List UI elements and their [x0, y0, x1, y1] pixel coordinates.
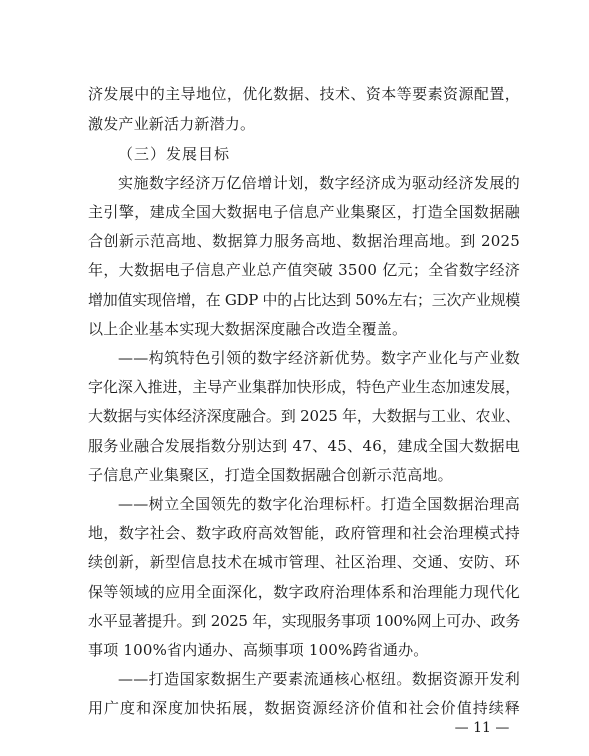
text-line: 实施数字经济万亿倍增计划，数字经济成为驱动经济发展的 [118, 174, 520, 192]
text-line: 年，大数据电子信息产业总产值突破 3500 亿元；全省数字经济 [88, 261, 520, 279]
section-heading: （三）发展目标 [118, 145, 231, 163]
text-line: 地，数字社会、数字政府高效智能，政府管理和社会治理模式持 [88, 524, 520, 542]
text-line: 保等领域的应用全面深化，数字政府治理体系和治理能力现代化 [88, 583, 520, 601]
text-line: 子信息产业集聚区，打造全国数据融合创新示范高地。 [88, 466, 453, 484]
text-line: 主引擎，建成全国大数据电子信息产业集聚区，打造全国数据融 [88, 203, 520, 221]
text-line: 以上企业基本实现大数据深度融合改造全覆盖。 [88, 320, 408, 338]
text-line: ——构筑特色引领的数字经济新优势。数字产业化与产业数 [118, 349, 520, 367]
text-line: 事项 100%省内通办、高频事项 100%跨省通办。 [88, 641, 429, 659]
text-line: 大数据与实体经济深度融合。到 2025 年，大数据与工业、农业、 [88, 407, 520, 425]
page-number: — 11 — [454, 720, 510, 736]
text-line: 续创新，新型信息技术在城市管理、社区治理、交通、安防、环 [88, 553, 520, 571]
text-line: 用广度和深度加快拓展，数据资源经济价值和社会价值持续释 [88, 699, 520, 717]
text-line: 济发展中的主导地位，优化数据、技术、资本等要素资源配置， [88, 85, 520, 103]
text-line: 水平显著提升。到 2025 年，实现服务事项 100%网上可办、政务 [88, 612, 520, 630]
text-line: 增加值实现倍增，在 GDP 中的占比达到 50%左右；三次产业规模 [88, 291, 520, 309]
text-line: ——树立全国领先的数字化治理标杆。打造全国数据治理高 [118, 495, 520, 513]
text-line: 字化深入推进，主导产业集群加快形成，特色产业生态加速发展， [88, 378, 521, 396]
text-line: ——打造国家数据生产要素流通核心枢纽。数据资源开发利 [118, 670, 520, 688]
text-line: 激发产业新活力新潜力。 [88, 115, 256, 133]
text-line: 合创新示范高地、数据算力服务高地、数据治理高地。到 2025 [88, 232, 520, 250]
text-line: 服务业融合发展指数分别达到 47、45、46，建成全国大数据电 [88, 437, 520, 455]
